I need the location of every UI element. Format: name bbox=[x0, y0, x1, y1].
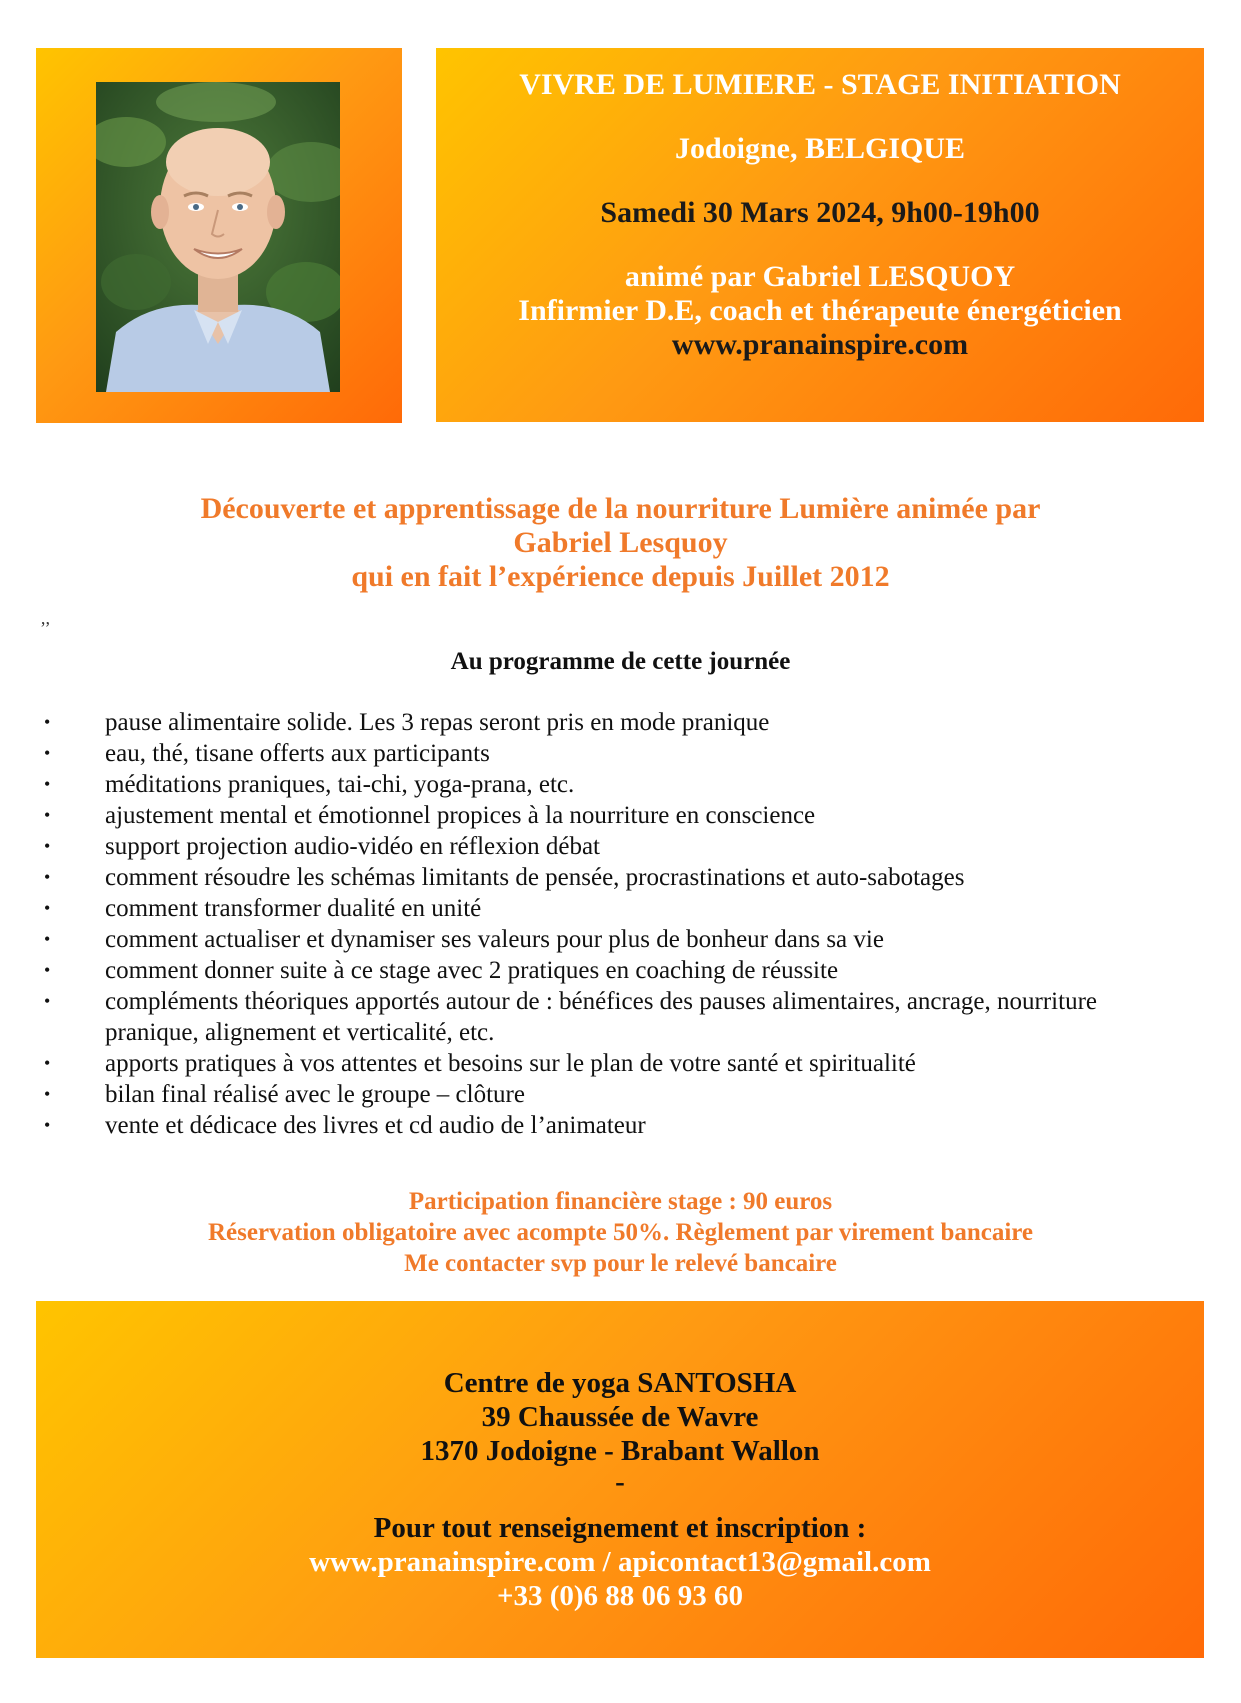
contact-panel bbox=[36, 1301, 1204, 1658]
bullet-icon: • bbox=[44, 1115, 51, 1135]
program-item bbox=[0, 862, 1145, 893]
contact-separator: - bbox=[615, 1466, 625, 1498]
venue-street: 39 Chaussée de Wavre bbox=[481, 1401, 759, 1433]
info-title: Pour tout renseignement et inscription : bbox=[373, 1512, 867, 1544]
program-item-text: vente et dédicace des livres et cd audio de l’animateur bbox=[105, 1112, 646, 1139]
bullet-icon: • bbox=[44, 774, 51, 794]
event-header-panel bbox=[436, 48, 1204, 422]
program-item-text: bilan final réalisé avec le groupe – clôture bbox=[105, 1081, 525, 1108]
program-item bbox=[0, 738, 1145, 769]
contact-phone[interactable]: +33 (0)6 88 06 93 60 bbox=[496, 1580, 744, 1612]
program-item-text: support projection audio-vidéo en réflexion débat bbox=[105, 833, 600, 860]
bullet-icon: • bbox=[44, 743, 51, 763]
program-item bbox=[0, 769, 1145, 800]
program-item bbox=[0, 1079, 1145, 1110]
speaker-portrait-image bbox=[96, 82, 340, 392]
program-item-text: comment donner suite à ce stage avec 2 pratiques en coaching de réussite bbox=[105, 957, 839, 984]
program-item bbox=[0, 955, 1145, 986]
program-item-text: apports pratiques à vos attentes et besoins sur le plan de votre santé et spiritualité bbox=[105, 1050, 916, 1077]
event-location: Jodoigne, BELGIQUE bbox=[674, 132, 966, 165]
bullet-icon: • bbox=[44, 1084, 51, 1104]
program-item-text: ajustement mental et émotionnel propices à la nourriture en conscience bbox=[105, 802, 816, 829]
speaker-photo bbox=[96, 82, 340, 392]
host-credentials: Infirmier D.E, coach et thérapeute énergéticien bbox=[518, 294, 1122, 327]
program-item bbox=[0, 986, 1145, 1048]
bullet-icon: • bbox=[44, 929, 51, 949]
program-item bbox=[0, 831, 1145, 862]
program-item-text: eau, thé, tisane offerts aux participants bbox=[105, 740, 490, 767]
program-item-text: comment transformer dualité en unité bbox=[105, 895, 482, 922]
venue-city: 1370 Jodoigne - Brabant Wallon bbox=[420, 1435, 820, 1467]
program-item bbox=[0, 893, 1145, 924]
bullet-icon: • bbox=[44, 867, 51, 887]
photo-panel bbox=[36, 48, 402, 423]
bullet-icon: • bbox=[44, 991, 51, 1011]
bullet-icon: • bbox=[44, 836, 51, 856]
event-date: Samedi 30 Mars 2024, 9h00-19h00 bbox=[600, 196, 1040, 229]
bullet-icon: • bbox=[44, 898, 51, 918]
program-item-text: pause alimentaire solide. Les 3 repas seront pris en mode pranique bbox=[105, 709, 770, 736]
program-item bbox=[0, 924, 1145, 955]
venue-name: Centre de yoga SANTOSHA bbox=[443, 1367, 797, 1399]
intro-line-3: qui en fait l’expérience depuis Juillet 2012 bbox=[351, 560, 890, 593]
quote-mark: ’’ bbox=[40, 618, 51, 638]
program-item-text: compléments théoriques apportés autour de : bénéfices des pauses alimentaires, ancrage, nourriture pranique, alignement et verticalité, etc. bbox=[105, 988, 1097, 1046]
reservation-line: Réservation obligatoire avec acompte 50%. Règlement par virement bancaire bbox=[207, 1219, 1034, 1246]
event-host: animé par Gabriel LESQUOY bbox=[624, 260, 1016, 293]
program-title: Au programme de cette journée bbox=[450, 648, 791, 675]
program-item bbox=[0, 800, 1145, 831]
program-item bbox=[0, 1110, 1145, 1141]
intro-line-2: Gabriel Lesquoy bbox=[513, 526, 728, 559]
program-item-text: méditations praniques, tai-chi, yoga-prana, etc. bbox=[105, 771, 575, 798]
event-title: VIVRE DE LUMIERE - STAGE INITIATION bbox=[519, 68, 1121, 101]
bullet-icon: • bbox=[44, 1053, 51, 1073]
bullet-icon: • bbox=[44, 805, 51, 825]
program-item-text: comment résoudre les schémas limitants de pensée, procrastinations et auto-sabotages bbox=[105, 864, 965, 891]
price-line: Participation financière stage : 90 euros bbox=[408, 1188, 833, 1215]
intro-line-1: Découverte et apprentissage de la nourriture Lumière animée par bbox=[200, 492, 1041, 525]
program-list bbox=[0, 707, 1241, 1141]
program-item-text: comment actualiser et dynamiser ses valeurs pour plus de bonheur dans sa vie bbox=[105, 926, 884, 953]
bullet-icon: • bbox=[44, 712, 51, 732]
bullet-icon: • bbox=[44, 960, 51, 980]
contact-bank-line: Me contacter svp pour le relevé bancaire bbox=[404, 1250, 837, 1277]
program-item bbox=[0, 1048, 1145, 1079]
program-item bbox=[0, 707, 1145, 738]
contact-web-email[interactable]: www.pranainspire.com / apicontact13@gmail.com bbox=[309, 1546, 931, 1578]
header-website-link[interactable]: www.pranainspire.com bbox=[671, 328, 969, 361]
